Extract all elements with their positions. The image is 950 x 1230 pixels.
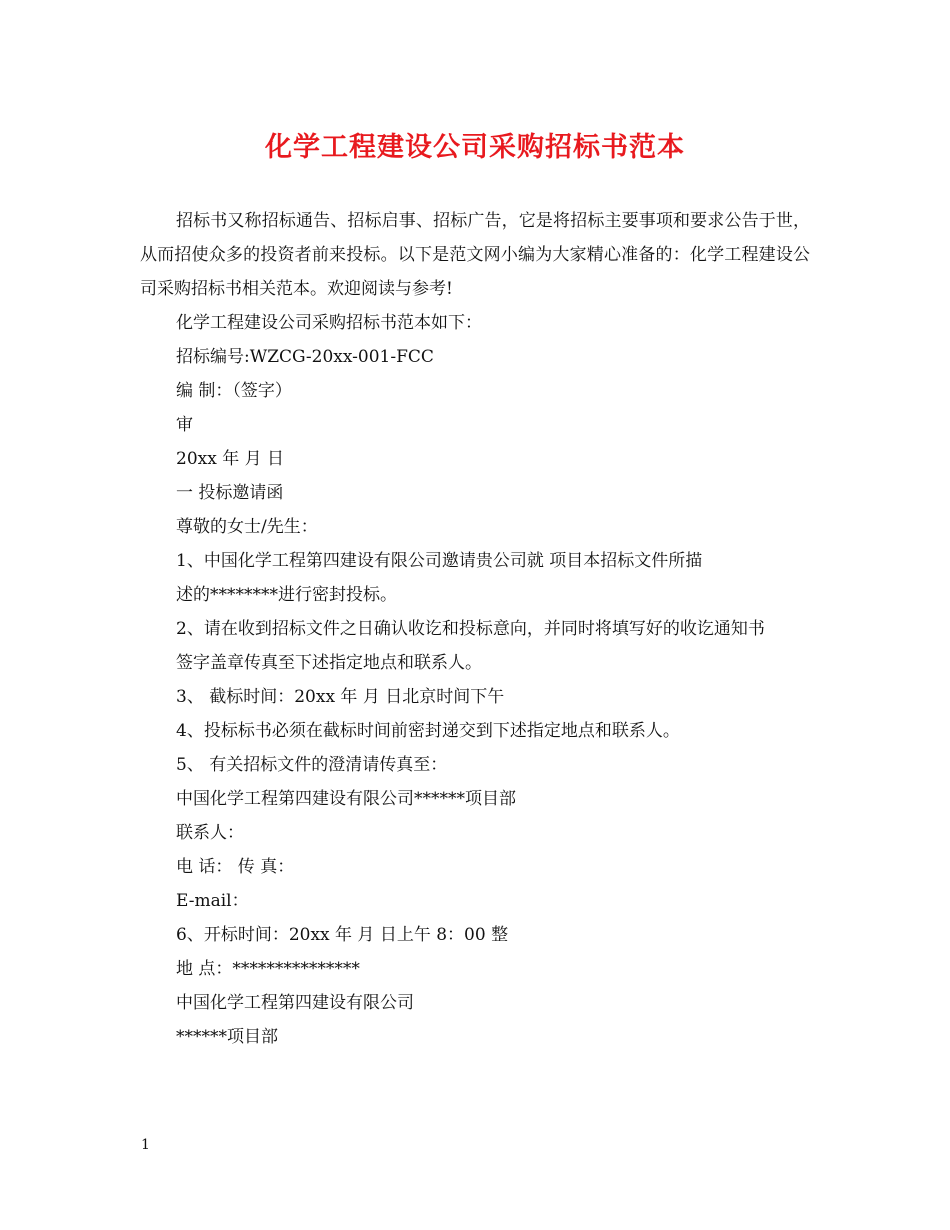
item-3-line: 3、 截标时间：20xx 年 月 日北京时间下午 — [176, 687, 505, 707]
page-number: 1 — [141, 1137, 150, 1153]
date-line: 20xx 年 月 日 — [176, 449, 285, 469]
email-line: E-mail： — [176, 891, 249, 911]
item-6-line: 6、开标时间：20xx 年 月 日上午 8：00 整 — [176, 925, 509, 945]
compiler-line: 编 制：（签字） — [176, 381, 292, 401]
company-line: 中国化学工程第四建设有限公司 — [176, 993, 414, 1013]
text-line: 化学工程建设公司采购招标书范本如下： — [176, 313, 482, 333]
document-title: 化学工程建设公司采购招标书范本 — [265, 132, 685, 163]
contact-line: 联系人： — [176, 823, 244, 843]
company-project-line: 中国化学工程第四建设有限公司******项目部 — [176, 789, 516, 809]
document-body — [140, 204, 810, 1054]
phone-fax-line: 电 话： 传 真： — [176, 857, 295, 877]
item-2-continuation: 签字盖章传真至下述指定地点和联系人。 — [176, 653, 482, 673]
project-dept-line: ******项目部 — [176, 1027, 278, 1047]
item-1-continuation: 述的********进行密封投标。 — [176, 585, 397, 605]
section-heading: 一 投标邀请函 — [176, 483, 284, 503]
item-1-line: 1、中国化学工程第四建设有限公司邀请贵公司就 项目本招标文件所描 — [176, 551, 703, 571]
salutation-line: 尊敬的女士/先生： — [176, 517, 318, 537]
reviewer-line: 审 — [176, 415, 193, 435]
item-4-line: 4、投标标书必须在截标时间前密封递交到下述指定地点和联系人。 — [176, 721, 680, 741]
item-2-paragraph: 2、请在收到招标文件之日确认收讫和投标意向，并同时将填写好的收讫通知书 — [176, 619, 765, 639]
item-5-line: 5、 有关招标文件的澄清请传真至： — [176, 755, 448, 775]
intro-paragraph: 招标书又称招标通告、招标启事、招标广告，它是将招标主要事项和要求公告于世，从而招使众多的投资者前来投标。以下是范文网小编为大家精心准备的：化学工程建设公司采购招标书相关范本。欢迎阅读与参考! — [140, 211, 810, 299]
location-line: 地 点：*************** — [176, 959, 360, 979]
tender-number-line: 招标编号:WZCG-20xx-001-FCC — [176, 347, 434, 367]
